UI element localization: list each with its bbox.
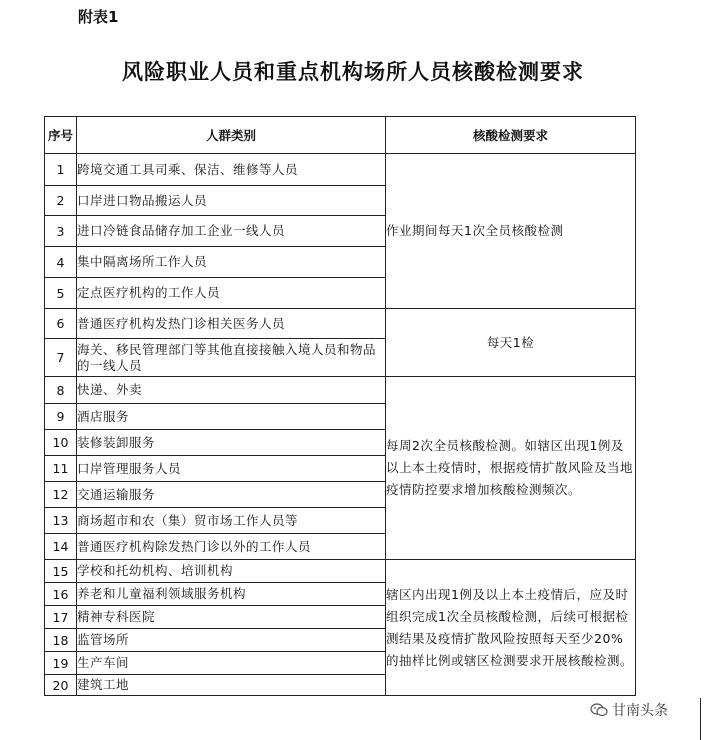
requirement-group-1: 作业期间每天1次全员核酸检测: [386, 154, 636, 309]
row-category: 快递、外卖: [77, 377, 386, 404]
row-seq: 10: [45, 430, 77, 456]
table-row: [45, 377, 636, 404]
table-row: [45, 309, 636, 339]
row-seq: 6: [45, 309, 77, 339]
row-category: 建筑工地: [77, 675, 386, 696]
row-category: 定点医疗机构的工作人员: [77, 278, 386, 309]
row-category: 海关、移民管理部门等其他直接接触入境人员和物品的一线人员: [77, 339, 386, 377]
table-row: [45, 560, 636, 583]
row-seq: 12: [45, 482, 77, 508]
testing-requirements-table: [44, 116, 636, 696]
row-category: 集中隔离场所工作人员: [77, 247, 386, 278]
header-category: 人群类别: [77, 117, 386, 154]
row-category: 交通运输服务: [77, 482, 386, 508]
row-seq: 14: [45, 534, 77, 560]
row-category: 装修装卸服务: [77, 430, 386, 456]
row-seq: 11: [45, 456, 77, 482]
row-seq: 19: [45, 652, 77, 675]
row-category: 学校和托幼机构、培训机构: [77, 560, 386, 583]
row-category: 商场超市和农（集）贸市场工作人员等: [77, 508, 386, 534]
row-seq: 8: [45, 377, 77, 404]
header-seq: 序号: [45, 117, 77, 154]
requirement-group-3: 每周2次全员核酸检测。如辖区出现1例及以上本土疫情时，根据疫情扩散风险及当地疫情防控要求增加核酸检测频次。: [386, 377, 636, 560]
row-seq: 13: [45, 508, 77, 534]
wechat-icon: [590, 703, 608, 717]
row-category: 养老和儿童福利领域服务机构: [77, 583, 386, 606]
row-seq: 18: [45, 629, 77, 652]
row-seq: 16: [45, 583, 77, 606]
requirement-group-2: 每天1检: [386, 309, 636, 377]
row-category: 普通医疗机构除发热门诊以外的工作人员: [77, 534, 386, 560]
watermark-text: 甘南头条: [612, 703, 668, 719]
row-category: 进口冷链食品储存加工企业一线人员: [77, 216, 386, 247]
edge-divider: [700, 698, 701, 740]
row-category: 口岸进口物品搬运人员: [77, 186, 386, 216]
row-category: 精神专科医院: [77, 606, 386, 629]
row-seq: 4: [45, 247, 77, 278]
watermark: [590, 700, 668, 720]
row-seq: 20: [45, 675, 77, 696]
row-category: 普通医疗机构发热门诊相关医务人员: [77, 309, 386, 339]
row-seq: 1: [45, 154, 77, 186]
header-requirement: 核酸检测要求: [386, 117, 636, 154]
document-title: 风险职业人员和重点机构场所人员核酸检测要求: [122, 60, 584, 84]
row-seq: 5: [45, 278, 77, 309]
table-header-row: [45, 117, 636, 154]
row-category: 监管场所: [77, 629, 386, 652]
requirement-group-4: 辖区内出现1例及以上本土疫情后，应及时组织完成1次全员核酸检测，后续可根据检测结果及疫情扩散风险按照每天至少20%的抽样比例或辖区检测要求开展核酸检测。: [386, 560, 636, 696]
row-category: 生产车间: [77, 652, 386, 675]
row-seq: 15: [45, 560, 77, 583]
row-category: 口岸管理服务人员: [77, 456, 386, 482]
row-category: 跨境交通工具司乘、保洁、维修等人员: [77, 154, 386, 186]
row-seq: 17: [45, 606, 77, 629]
row-seq: 7: [45, 339, 77, 377]
row-category: 酒店服务: [77, 404, 386, 430]
row-seq: 2: [45, 186, 77, 216]
annex-label: 附表1: [78, 8, 119, 26]
row-seq: 3: [45, 216, 77, 247]
table-row: [45, 154, 636, 186]
row-seq: 9: [45, 404, 77, 430]
